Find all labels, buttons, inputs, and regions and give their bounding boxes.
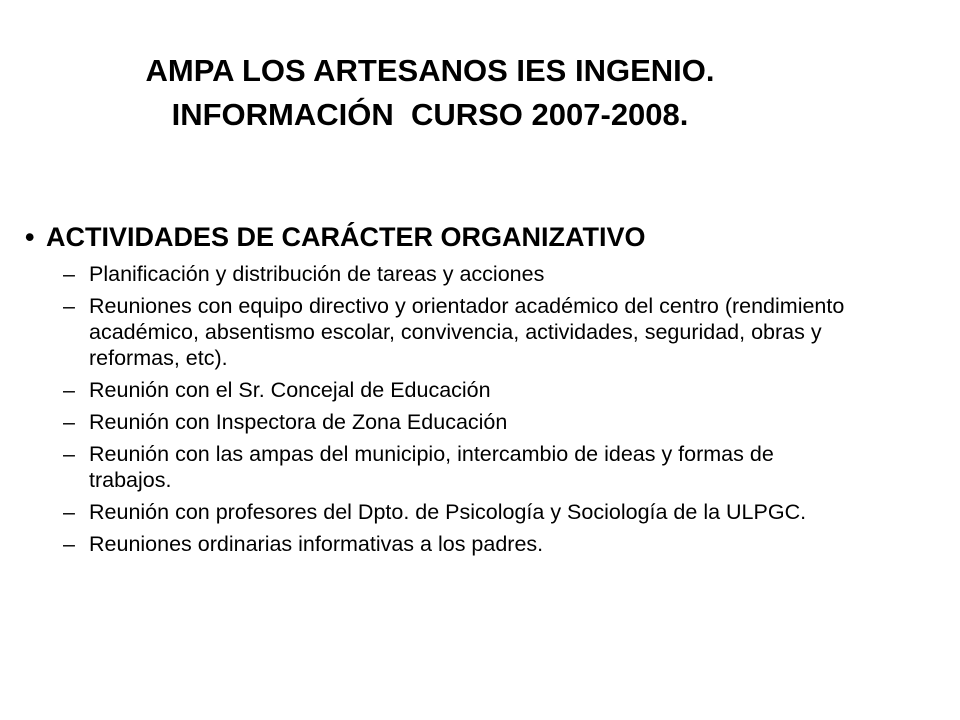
list-item	[63, 377, 905, 403]
list-item	[63, 441, 905, 493]
list-item	[63, 499, 905, 525]
dash-icon: –	[63, 262, 75, 286]
section-heading-row	[25, 217, 905, 257]
list-item	[63, 409, 905, 435]
list-item-text: Reunión con profesores del Dpto. de Psicología y Sociología de la ULPGC.	[89, 500, 807, 524]
dash-icon: –	[63, 410, 75, 434]
section-heading: ACTIVIDADES DE CARÁCTER ORGANIZATIVO	[46, 222, 646, 252]
dash-icon: –	[63, 442, 75, 466]
dash-icon: –	[63, 294, 75, 318]
list-item	[63, 293, 905, 371]
list-item-text: Reuniones ordinarias informativas a los padres.	[89, 532, 544, 556]
list-item-text: Reunión con el Sr. Concejal de Educación	[89, 378, 491, 402]
list-item-text: Reunión con Inspectora de Zona Educación	[89, 410, 508, 434]
activities-list	[25, 261, 905, 557]
page-title	[0, 49, 860, 137]
list-item	[63, 531, 905, 557]
dash-icon: –	[63, 500, 75, 524]
bullet-icon: •	[25, 222, 35, 252]
title-line-1: AMPA LOS ARTESANOS IES INGENIO.	[145, 53, 715, 88]
list-item-text: Reuniones con equipo directivo y orientador académico del centro (rendimiento académico, absentismo escolar, convivencia, actividades, seguridad, obras y reformas, etc).	[89, 294, 845, 370]
title-line-2: INFORMACIÓN CURSO 2007-2008.	[171, 97, 689, 132]
list-item	[63, 261, 905, 287]
dash-icon: –	[63, 378, 75, 402]
dash-icon: –	[63, 532, 75, 556]
list-item-text: Reunión con las ampas del municipio, intercambio de ideas y formas de trabajos.	[89, 442, 774, 492]
activities-section	[25, 217, 905, 563]
list-item-text: Planificación y distribución de tareas y acciones	[89, 262, 545, 286]
